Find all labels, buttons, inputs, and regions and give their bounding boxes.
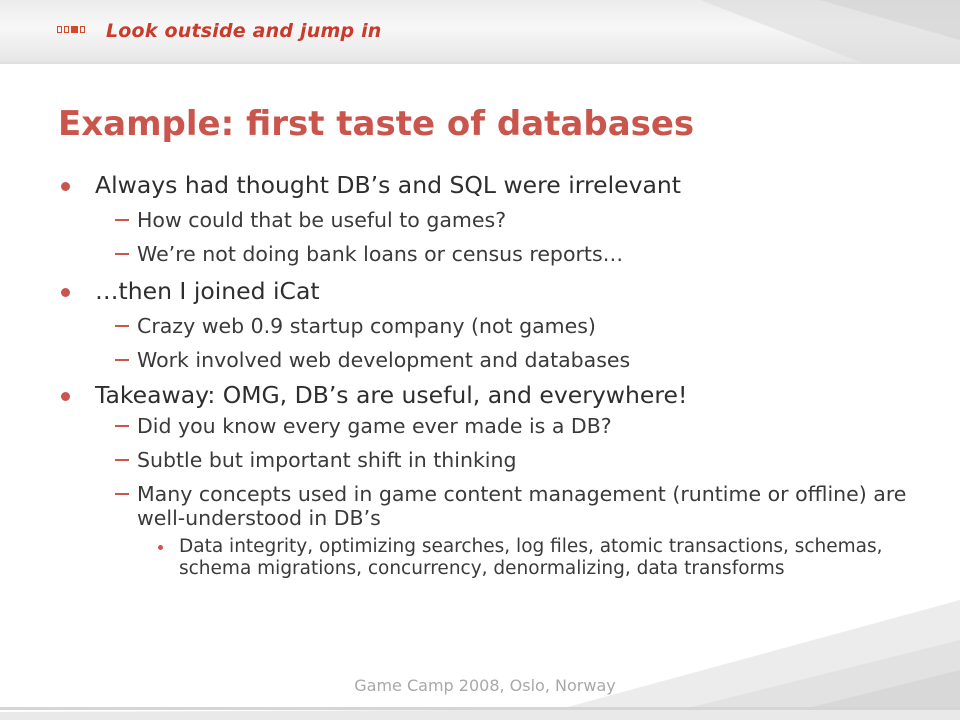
sub-bullet (58, 242, 918, 266)
slide-content (58, 170, 918, 580)
dash-icon (115, 425, 129, 427)
dash-icon (115, 219, 129, 221)
sub-bullet-text: How could that be useful to games? (137, 208, 507, 232)
sub-bullet-text: Did you know every game ever made is a DB? (137, 414, 612, 438)
sub-bullet-text: Crazy web 0.9 startup company (not games) (137, 314, 596, 338)
sub-bullet (58, 414, 918, 438)
sub-bullet (58, 208, 918, 232)
sub-bullet-text: Subtle but important shift in thinking (137, 448, 517, 472)
bullet-2 (58, 276, 918, 306)
dash-icon (115, 325, 129, 327)
dash-icon (115, 459, 129, 461)
bullet-dot-icon (61, 182, 70, 191)
bullet-3 (58, 380, 918, 410)
slide-title: Example: first taste of databases (58, 104, 695, 144)
sub-bullet (58, 482, 918, 530)
bullet-text: …then I joined iCat (95, 277, 320, 305)
bullet-dot-icon (61, 392, 70, 401)
logo-marks-icon (57, 26, 85, 33)
dash-icon (115, 253, 129, 255)
header-divider (0, 62, 960, 64)
sub-bullet-text: Many concepts used in game content management (runtime or offline) are well-understood in DB’s (137, 482, 907, 530)
sub-bullet-text: Work involved web development and databases (137, 348, 631, 372)
bullet-dot-icon (61, 288, 70, 297)
sub-sub-bullet-text: Data integrity, optimizing searches, log files, atomic transactions, schemas, schema migrations, concurrency, denormalizing, data transforms (179, 536, 883, 579)
sub-sub-bullet (58, 536, 918, 580)
sub-bullet (58, 448, 918, 472)
footer-text: Game Camp 2008, Oslo, Norway (354, 676, 616, 695)
sub-bullet (58, 348, 918, 372)
sub-bullet-text: We’re not doing bank loans or census reports… (137, 242, 624, 266)
dash-icon (115, 493, 129, 495)
dash-icon (115, 359, 129, 361)
bullet-text: Takeaway: OMG, DB’s are useful, and everywhere! (95, 381, 688, 409)
bullet-text: Always had thought DB’s and SQL were irrelevant (95, 171, 681, 199)
header-tagline: Look outside and jump in (106, 20, 382, 42)
footer (0, 676, 960, 695)
bottom-divider (0, 707, 960, 710)
small-dot-icon (158, 545, 163, 550)
sub-bullet (58, 314, 918, 338)
bullet-1 (58, 170, 918, 200)
